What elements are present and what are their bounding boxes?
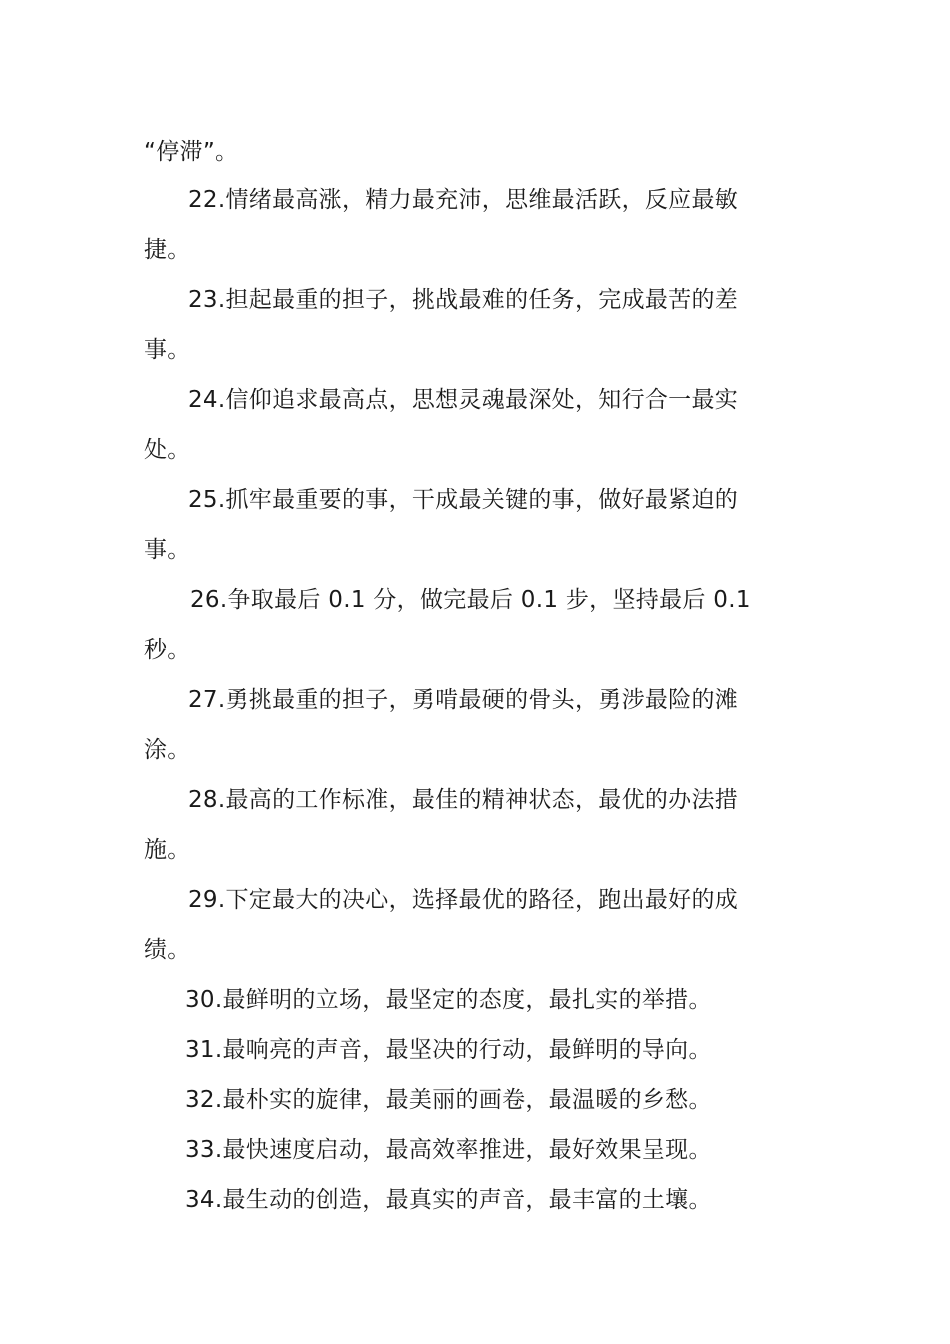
text-line: 32.最朴实的旋律，最美丽的画卷，最温暖的乡愁。 [185, 1087, 712, 1113]
text-line: 秒。 [144, 637, 191, 663]
text-line: 26.争取最后 0.1 分，做完最后 0.1 步，坚持最后 0.1 [190, 587, 751, 613]
text-line: 绩。 [144, 937, 191, 963]
text-line: 处。 [144, 437, 191, 463]
text-line: 23.担起最重的担子，挑战最难的任务，完成最苦的差 [188, 287, 739, 313]
text-line: 24.信仰追求最高点，思想灵魂最深处，知行合一最实 [188, 387, 739, 413]
text-line: 捷。 [144, 237, 191, 263]
text-line: 28.最高的工作标准，最佳的精神状态，最优的办法措 [188, 787, 739, 813]
text-line: 34.最生动的创造，最真实的声音，最丰富的土壤。 [185, 1187, 712, 1213]
text-line: 30.最鲜明的立场，最坚定的态度，最扎实的举措。 [185, 987, 712, 1013]
text-line: 33.最快速度启动，最高效率推进，最好效果呈现。 [185, 1137, 712, 1163]
text-line: 涂。 [144, 737, 191, 763]
text-line: “停滞”。 [144, 139, 239, 165]
text-line: 施。 [144, 837, 191, 863]
text-line: 25.抓牢最重要的事，干成最关键的事，做好最紧迫的 [188, 487, 739, 513]
text-line: 31.最响亮的声音，最坚决的行动，最鲜明的导向。 [185, 1037, 712, 1063]
text-line: 29.下定最大的决心，选择最优的路径，跑出最好的成 [188, 887, 739, 913]
text-line: 27.勇挑最重的担子，勇啃最硬的骨头，勇涉最险的滩 [188, 687, 739, 713]
text-line: 事。 [144, 337, 191, 363]
text-line: 22.情绪最高涨，精力最充沛，思维最活跃，反应最敏 [188, 187, 739, 213]
text-line: 事。 [144, 537, 191, 563]
